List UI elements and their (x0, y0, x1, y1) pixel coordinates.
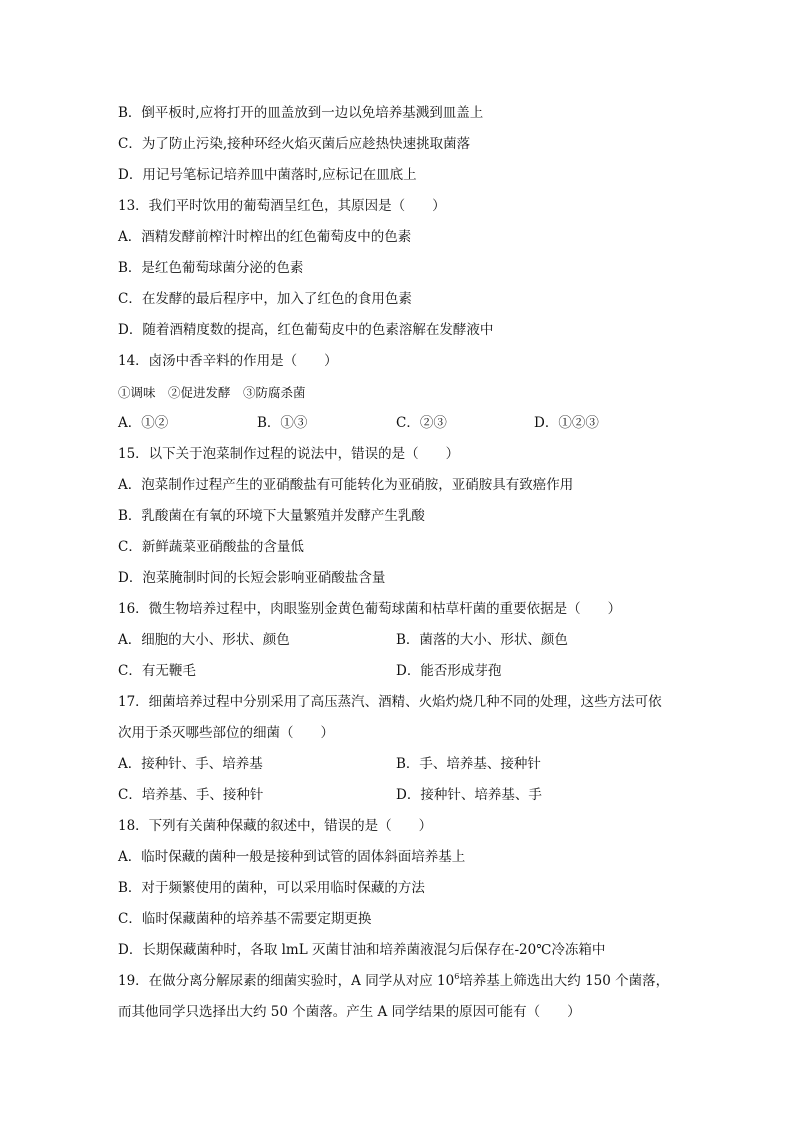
q13-stem: 13．我们平时饮用的葡萄酒呈红色，其原因是（ ） (118, 198, 446, 214)
q15-stem: 15．以下关于泡菜制作过程的说法中，错误的是（ ） (118, 446, 460, 462)
q15-option-a: A．泡菜制作过程产生的亚硝酸盐有可能转化为亚硝胺，亚硝胺具有致癌作用 (118, 477, 574, 493)
q14-option-a: A．①② (118, 415, 169, 431)
q18-option-d: D．长期保藏菌种时，各取 lmL 灭菌甘油和培养菌液混匀后保存在-20℃冷冻箱中 (118, 942, 606, 958)
q16-option-b: B．菌落的大小、形状、颜色 (396, 632, 568, 648)
q17-options-row-2 (118, 780, 688, 811)
q14-options (118, 408, 688, 439)
q13-option-c: C．在发酵的最后程序中，加入了红色的食用色素 (118, 291, 412, 307)
q16-option-a: A．细胞的大小、形状、颜色 (118, 632, 290, 648)
q16-options-row-2 (118, 656, 688, 687)
exam-page (118, 98, 688, 1028)
q17-options-row-1 (118, 749, 688, 780)
q12-option-b: B．倒平板时,应将打开的皿盖放到一边以免培养基溅到皿盖上 (118, 105, 484, 121)
q16-stem: 16．微生物培养过程中，肉眼鉴别金黄色葡萄球菌和枯草杆菌的重要依据是（ ） (118, 601, 622, 617)
q17-option-c: C．培养基、手、接种针 (118, 787, 264, 803)
q19-stem-part-2: 培养基上筛选出大约 150 个菌落， (459, 973, 670, 989)
q14-notes: ①调味 ②促进发酵 ③防腐杀菌 (118, 385, 306, 400)
q18-option-b: B．对于频繁使用的菌种，可以采用临时保藏的方法 (118, 880, 425, 896)
q12-option-d: D．用记号笔标记培养皿中菌落时,应标记在皿底上 (118, 167, 417, 183)
q16-option-c: C．有无鞭毛 (118, 663, 196, 679)
q17-option-d: D．接种针、培养基、手 (396, 787, 542, 803)
q18-stem: 18．下列有关菌种保藏的叙述中，错误的是（ ） (118, 818, 433, 834)
q15-option-d: D．泡菜腌制时间的长短会影响亚硝酸盐含量 (118, 570, 386, 586)
q14-option-c: C．②③ (396, 415, 447, 431)
q17-stem-line-1: 17．细菌培养过程中分别采用了高压蒸汽、酒精、火焰灼烧几种不同的处理，这些方法可依 (118, 694, 662, 710)
q17-stem-line-2: 次用于杀灭哪些部位的细菌（ ） (118, 725, 334, 741)
q14-stem: 14．卤汤中香辛料的作用是（ ） (118, 353, 338, 369)
q17-option-b: B．手、培养基、接种针 (396, 756, 541, 772)
q16-option-d: D．能否形成芽孢 (396, 663, 502, 679)
q16-options-row-1 (118, 625, 688, 656)
q12-option-c: C．为了防止污染,接种环经火焰灭菌后应趁热快速挑取菌落 (118, 136, 471, 152)
q13-option-a: A．酒精发酵前榨汁时榨出的红色葡萄皮中的色素 (118, 229, 412, 245)
q15-option-c: C．新鲜蔬菜亚硝酸盐的含量低 (118, 539, 304, 555)
q14-option-d: D．①②③ (534, 415, 599, 431)
q18-option-c: C．临时保藏菌种的培养基不需要定期更换 (118, 911, 372, 927)
q17-option-a: A．接种针、手、培养基 (118, 756, 263, 772)
q15-option-b: B．乳酸菌在有氧的环境下大量繁殖并发酵产生乳酸 (118, 508, 425, 524)
q19-stem-part-1: 19．在做分离分解尿素的细菌实验时，A 同学从对应 10 (118, 973, 455, 989)
q19-stem-line-1 (118, 966, 688, 997)
q19-exponent: 6 (454, 972, 460, 981)
q14-option-b: B．①③ (257, 415, 308, 431)
q18-option-a: A．临时保藏的菌种一般是接种到试管的固体斜面培养基上 (118, 849, 466, 865)
q13-option-d: D．随着酒精度数的提高，红色葡萄皮中的色素溶解在发酵液中 (118, 322, 494, 338)
q19-stem-line-2: 而其他同学只选择出大约 50 个菌落。产生 A 同学结果的原因可能有（ ） (118, 1004, 581, 1020)
q13-option-b: B．是红色葡萄球菌分泌的色素 (118, 260, 304, 276)
